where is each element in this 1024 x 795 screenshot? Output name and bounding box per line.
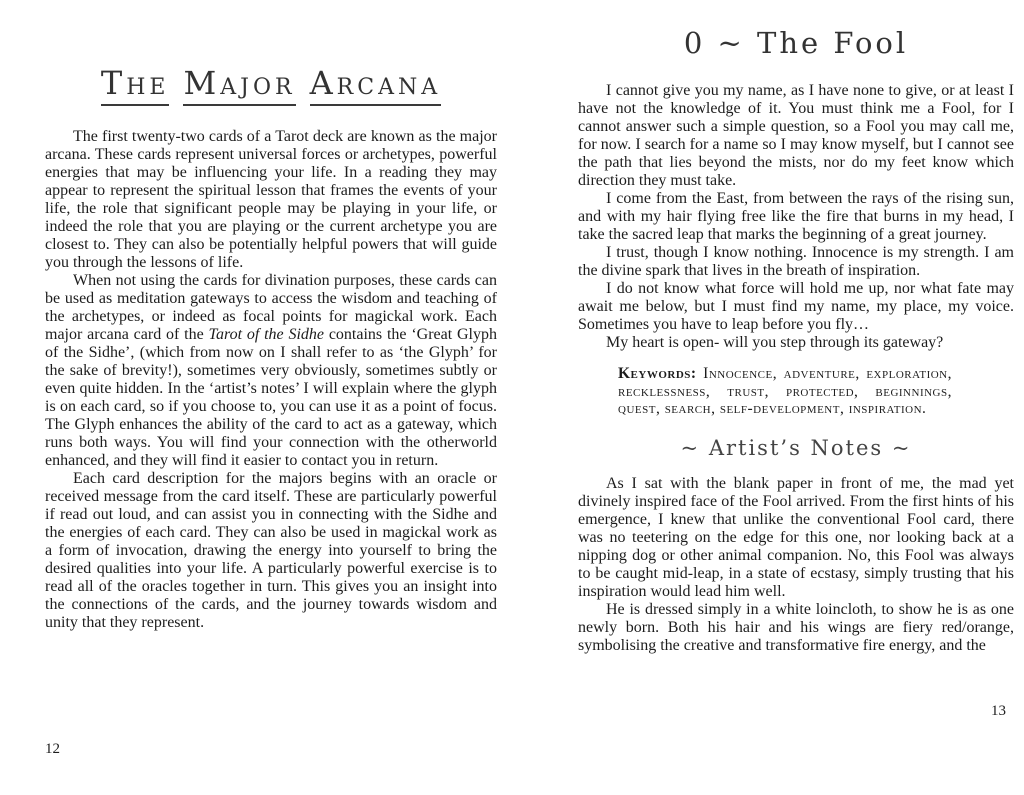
chapter-title-word: The — [101, 64, 170, 106]
artists-notes-heading: ~ Artist’s Notes ~ — [680, 435, 912, 460]
book-title-italic: Tarot of the Sidhe — [208, 326, 325, 343]
chapter-title-word: Arcana — [310, 64, 442, 106]
keywords-text: Innocence, adventure, exploration, recklessness, trust, protected, beginnings, quest, search, self-development, inspiration. — [618, 365, 952, 417]
oracle-paragraph: My heart is open- will you step through its gateway? — [606, 334, 944, 351]
notes-paragraph: As I sat with the blank paper in front of me, the mad yet divinely inspired face of the Fool arrived. From the first hints of his emergence, I knew that unlike the conventional Fool card, there was no teetering on the edge for this one, nor looking back at a nipping dog or other animal companion. No, this Fool was always to be caught mid-leap, in a state of ecstasy, simply trusting that his inspiration would lead him well. — [578, 474, 1014, 600]
notes-paragraph: He is dressed simply in a white loincloth, to show he is as one newly born. Both his hair and his wings are fiery red/orange, symbolising the creative and transformative fire energy, and the — [578, 600, 1014, 654]
right-page — [578, 0, 1014, 757]
body-paragraph: The first twenty-two cards of a Tarot deck are known as the major arcana. These cards represent universal forces or archetypes, powerful energies that may be influencing your life. In a reading they may appear to represent the spiritual lesson that frames the events of your life, the role that significant people may be playing in your life, or indeed the role that you are playing or the current archetype you are closest to. They can also be potentially helpful powers that will guide you through the lessons of life. — [45, 128, 497, 271]
oracle-paragraph: I do not know what force will hold me up, nor what fate may await me below, but I must find my name, my place, my voice. Sometimes you have to leap before you fly… — [578, 280, 1014, 333]
keywords-block — [578, 365, 1014, 418]
oracle-paragraph: I cannot give you my name, as I have none to give, or at least I have not the knowledge of it. You must think me a Fool, for I cannot answer such a simple question, so a Fool you may call me, for now. I search for a name so I may know myself, but I cannot see the path that lies beyond the mists, nor do my feet know which direction they must take. — [578, 82, 1014, 189]
oracle-paragraph: I trust, though I know nothing. Innocence is my strength. I am the divine spark that lives in the breath of inspiration. — [578, 244, 1014, 279]
page-number: 12 — [45, 741, 60, 757]
card-title: 0 ~ The Fool — [683, 26, 909, 60]
body-paragraph — [45, 272, 497, 470]
oracle-paragraph: I come from the East, from between the rays of the rising sun, and with my hair flying free like the fire that burns in my head, I take the sacred leap that marks the beginning of a great journey. — [578, 190, 1014, 243]
page-number: 13 — [991, 703, 1006, 719]
paragraph-run: contains the ‘Great Glyph of the Sidhe’, (which from now on I shall refer to as ‘the Glyph’ for the sake of brevity!), sometimes very obviously, sometimes subtly or even quite hidden. In the ‘artist’s notes’ I will explain where the glyph is on each card, so if you choose to, you can use it as a point of focus. The Glyph enhances the ability of the card to act as a gateway, which runs both ways. You will find your connection with the otherworld enhanced, and they will find it easier to contact you in return. — [45, 326, 497, 469]
chapter-title-word: Major — [183, 64, 295, 106]
body-paragraph: Each card description for the majors begins with an oracle or received message from the card itself. These are particularly powerful if read out loud, and can assist you in connecting with the Sidhe and the energies of each card. They can also be used in magickal work as a form of invocation, drawing the energy into yourself to bring the desired qualities into your life. A particularly powerful exercise is to read all of the oracles together in turn. This gives you an insight into the connections of the cards, and the journey towards wisdom and unity that they represent. — [45, 470, 497, 631]
paragraph-run: When not using the cards for divination purposes, these cards can be used as meditation gateways to access the wisdom and teaching of the archetypes, or indeed as focal points for magickal work. Each major arcana card of the — [45, 272, 497, 343]
left-page — [45, 0, 497, 795]
keywords-label: Keywords: — [618, 365, 697, 382]
chapter-title — [45, 64, 497, 102]
